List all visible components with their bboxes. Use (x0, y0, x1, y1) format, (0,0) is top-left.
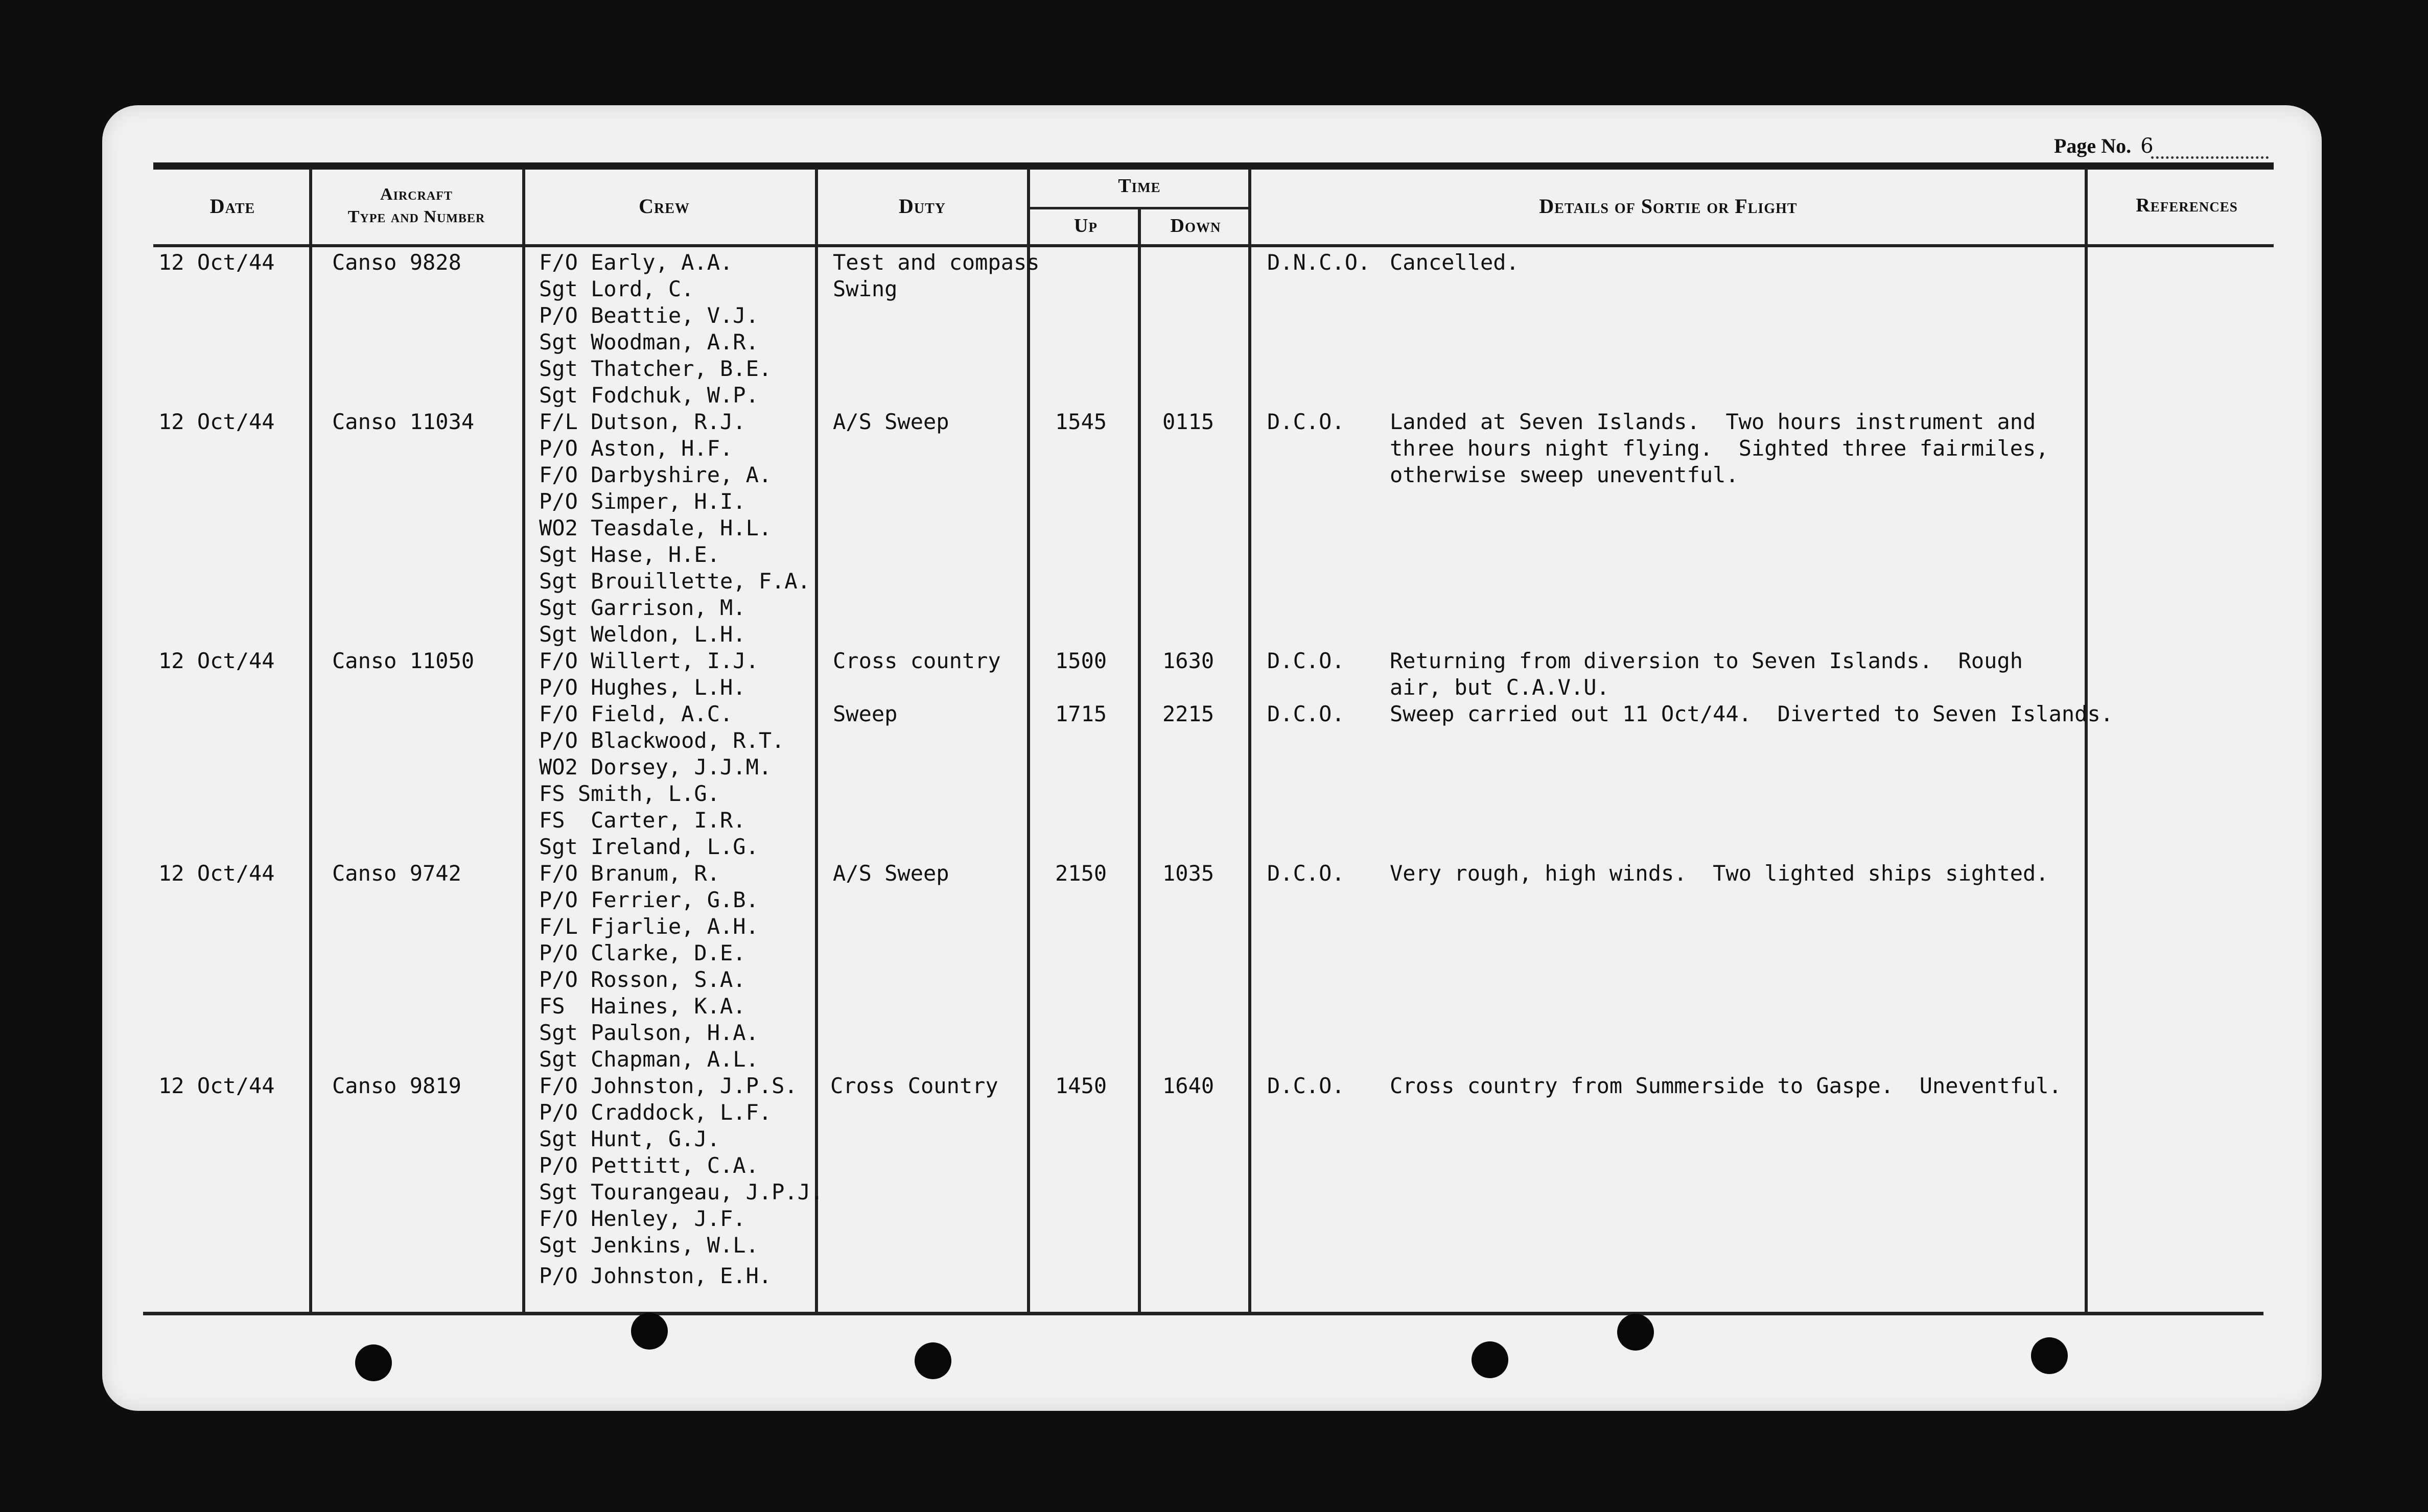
entry-details: three hours night flying. Sighted three fairmiles, (1390, 436, 2049, 461)
crew-member: P/O Rosson, S.A. (539, 967, 746, 992)
entry-time-down: 1035 (1162, 861, 1215, 886)
top-rule (153, 162, 2274, 170)
entry-details: Returning from diversion to Seven Islands. Rough (1390, 648, 2023, 673)
crew-member: Sgt Garrison, M. (539, 595, 746, 620)
entry-aircraft: Canso 9819 (332, 1073, 461, 1098)
crew-member: FS Haines, K.A. (539, 994, 746, 1019)
entry-time-up: 1715 (1055, 701, 1107, 726)
entry-code: D.C.O. (1267, 861, 1345, 886)
entry-time-up: 1545 (1055, 409, 1107, 434)
crew-member: P/O Ferrier, G.B. (539, 887, 759, 912)
crew-member: Sgt Weldon, L.H. (539, 622, 746, 647)
crew-member: P/O Beattie, V.J. (539, 303, 759, 328)
entry-duty: Sweep (833, 701, 898, 726)
crew-member: Sgt Thatcher, B.E. (539, 356, 772, 381)
crew-member: Sgt Hunt, G.J. (539, 1126, 720, 1151)
page-number-value: 6 (2140, 134, 2154, 158)
crew-member: Sgt Fodchuk, W.P. (539, 383, 759, 408)
entry-date: 12 Oct/44 (158, 861, 275, 886)
entry-time-up: 1450 (1055, 1073, 1107, 1098)
entry-duty: Cross country (833, 648, 1001, 673)
crew-member: WO2 Dorsey, J.J.M. (539, 754, 772, 779)
entry-duty: Swing (833, 276, 898, 301)
entry-duty: Cross Country (830, 1073, 998, 1098)
entry-code: D.C.O. (1267, 648, 1345, 673)
crew-member: P/O Craddock, L.F. (539, 1100, 772, 1125)
crew-member: F/O Henley, J.F. (539, 1206, 746, 1231)
entry-code: D.N.C.O. (1267, 250, 1371, 275)
binder-hole (355, 1344, 392, 1381)
crew-member: P/O Clarke, D.E. (539, 940, 746, 965)
crew-member: F/O Darbyshire, A. (539, 462, 772, 487)
crew-member: Sgt Paulson, H.A. (539, 1020, 759, 1045)
entry-details: Very rough, high winds. Two lighted ships sighted. (1390, 861, 2049, 886)
entry-aircraft: Canso 11034 (332, 409, 475, 434)
crew-member: F/O Field, A.C. (539, 701, 733, 726)
crew-member: F/O Willert, I.J. (539, 648, 759, 673)
entry-date: 12 Oct/44 (158, 1073, 275, 1098)
crew-member: F/O Early, A.A. (539, 250, 733, 275)
column-rule-aircraft (522, 169, 525, 1313)
entry-time-down: 1640 (1162, 1073, 1215, 1098)
entry-date: 12 Oct/44 (158, 250, 275, 275)
crew-member: P/O Simper, H.I. (539, 489, 746, 514)
header-crew: Crew (639, 195, 690, 218)
entry-code: D.C.O. (1267, 409, 1345, 434)
entry-aircraft: Canso 11050 (332, 648, 475, 673)
binder-hole (1617, 1314, 1654, 1351)
column-rule-details (2085, 169, 2088, 1313)
column-rule-date (309, 169, 312, 1313)
entry-code: D.C.O. (1267, 1073, 1345, 1098)
crew-member: F/L Fjarlie, A.H. (539, 914, 759, 939)
header-details: Details of Sortie or Flight (1539, 195, 1797, 218)
page-number-label: Page No. (2054, 134, 2132, 157)
column-rule-duty (1027, 169, 1030, 1313)
entry-duty: A/S Sweep (833, 861, 949, 886)
time-subheader-rule (1028, 207, 1249, 209)
binder-hole (915, 1342, 951, 1379)
entry-details: air, but C.A.V.U. (1390, 675, 1609, 700)
crew-member: Sgt Brouillette, F.A. (539, 569, 811, 594)
entry-time-down: 2215 (1162, 701, 1215, 726)
entry-date: 12 Oct/44 (158, 409, 275, 434)
header-up: Up (1074, 215, 1098, 237)
entry-time-down: 0115 (1162, 409, 1215, 434)
crew-member: P/O Pettitt, C.A. (539, 1153, 759, 1178)
crew-member: P/O Hughes, L.H. (539, 675, 746, 700)
entry-time-up: 2150 (1055, 861, 1107, 886)
entry-time-up: 1500 (1055, 648, 1107, 673)
page-number (2054, 134, 2154, 158)
header-duty: Duty (898, 195, 946, 218)
page-number-dotted-line (2151, 156, 2269, 159)
record-card (102, 105, 2322, 1411)
header-time: Time (1118, 175, 1161, 197)
crew-member: Sgt Chapman, A.L. (539, 1047, 759, 1072)
entry-duty: A/S Sweep (833, 409, 949, 434)
crew-member: FS Carter, I.R. (539, 808, 746, 833)
header-aircraft-line1: Aircraft (380, 185, 453, 204)
entry-details: Cross country from Summerside to Gaspe. Uneventful. (1390, 1073, 2062, 1098)
entry-details: otherwise sweep uneventful. (1390, 462, 1739, 487)
crew-member: Sgt Jenkins, W.L. (539, 1233, 759, 1258)
entry-time-down: 1630 (1162, 648, 1215, 673)
entry-aircraft: Canso 9742 (332, 861, 461, 886)
entry-details: Sweep carried out 11 Oct/44. Diverted to Seven Islands. (1390, 701, 2114, 726)
header-aircraft-line2: Type and Number (347, 207, 485, 226)
entry-aircraft: Canso 9828 (332, 250, 461, 275)
crew-member: F/L Dutson, R.J. (539, 409, 746, 434)
crew-member: P/O Aston, H.F. (539, 436, 733, 461)
column-rule-crew (815, 169, 818, 1313)
binder-hole (631, 1313, 668, 1350)
entry-details: Cancelled. (1390, 250, 1519, 275)
bottom-rule (143, 1312, 2263, 1315)
binder-hole (1472, 1341, 1508, 1378)
column-rule-up (1138, 207, 1141, 1313)
crew-member: F/O Branum, R. (539, 861, 720, 886)
entry-duty: Test and compass (833, 250, 1040, 275)
header-down: Down (1170, 215, 1221, 237)
header-date: Date (209, 195, 255, 218)
column-rule-down (1248, 169, 1251, 1313)
crew-member: Sgt Lord, C. (539, 276, 694, 301)
crew-member: F/O Johnston, J.P.S. (539, 1073, 798, 1098)
entry-code: D.C.O. (1267, 701, 1345, 726)
crew-member: P/O Johnston, E.H. (539, 1263, 772, 1288)
crew-member: FS Smith, L.G. (539, 781, 720, 806)
entry-date: 12 Oct/44 (158, 648, 275, 673)
header-rule (153, 244, 2274, 247)
crew-member: P/O Blackwood, R.T. (539, 728, 785, 753)
crew-member: Sgt Ireland, L.G. (539, 834, 759, 859)
header-references: References (2136, 195, 2238, 216)
binder-hole (2031, 1337, 2068, 1374)
crew-member: Sgt Tourangeau, J.P.J. (539, 1179, 824, 1204)
crew-member: Sgt Hase, H.E. (539, 542, 720, 567)
crew-member: Sgt Woodman, A.R. (539, 329, 759, 355)
entry-details: Landed at Seven Islands. Two hours instrument and (1390, 409, 2036, 434)
crew-member: WO2 Teasdale, H.L. (539, 515, 772, 540)
